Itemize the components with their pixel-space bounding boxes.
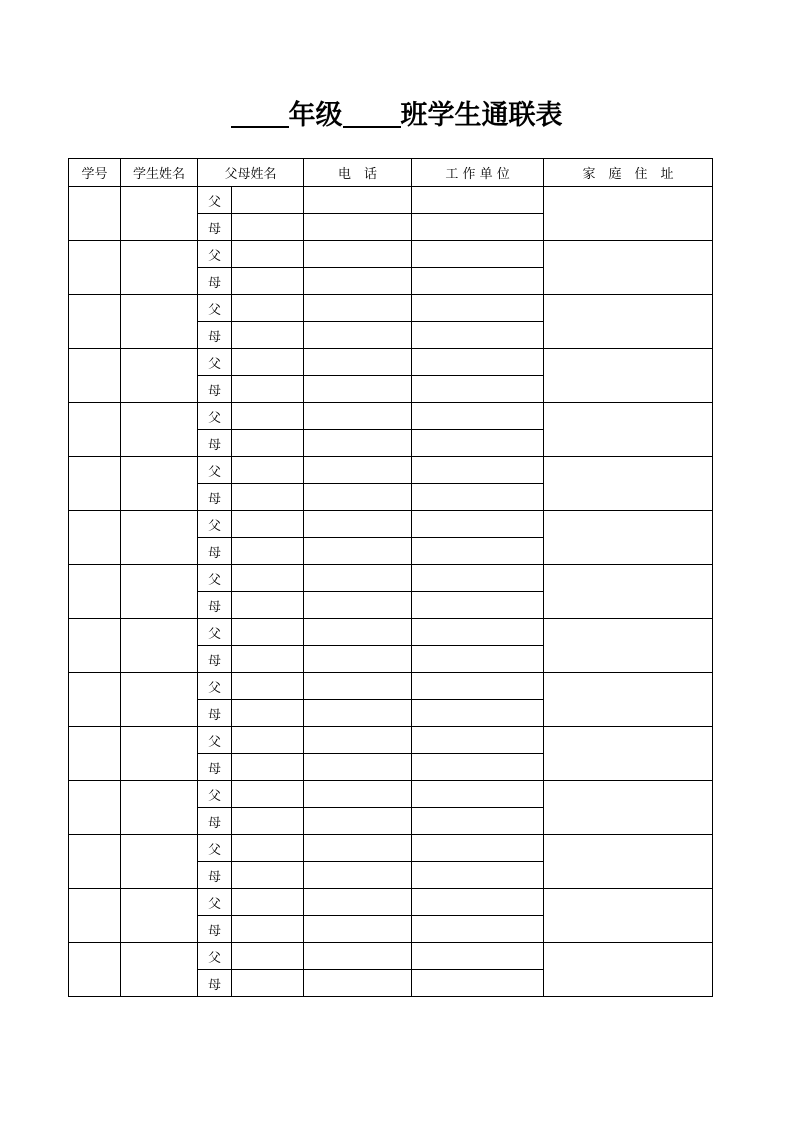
mother-phone-cell[interactable]	[304, 376, 412, 403]
address-cell[interactable]	[544, 673, 713, 727]
student-no-cell[interactable]	[69, 511, 121, 565]
father-work-unit-cell[interactable]	[412, 727, 544, 754]
student-no-cell[interactable]	[69, 781, 121, 835]
mother-phone-cell[interactable]	[304, 700, 412, 727]
father-name-cell[interactable]	[232, 565, 304, 592]
table-row-father	[69, 457, 713, 484]
father-work-unit-cell[interactable]	[412, 403, 544, 430]
mother-label: 母	[198, 754, 232, 781]
mother-phone-cell[interactable]	[304, 754, 412, 781]
father-label: 父	[198, 781, 232, 808]
header-student-no: 学号	[69, 159, 121, 187]
father-phone-cell[interactable]	[304, 673, 412, 700]
father-phone-cell[interactable]	[304, 403, 412, 430]
mother-label: 母	[198, 214, 232, 241]
mother-label: 母	[198, 376, 232, 403]
mother-name-cell[interactable]	[232, 646, 304, 673]
mother-label: 母	[198, 538, 232, 565]
father-work-unit-cell[interactable]	[412, 295, 544, 322]
father-label: 父	[198, 349, 232, 376]
mother-work-unit-cell[interactable]	[412, 916, 544, 943]
address-cell[interactable]	[544, 457, 713, 511]
table-row-father	[69, 673, 713, 700]
mother-work-unit-cell[interactable]	[412, 862, 544, 889]
father-work-unit-cell[interactable]	[412, 511, 544, 538]
address-cell[interactable]	[544, 187, 713, 241]
mother-name-cell[interactable]	[232, 592, 304, 619]
page-title	[0, 96, 793, 136]
student-name-cell[interactable]	[121, 619, 198, 673]
table-row-father	[69, 511, 713, 538]
mother-phone-cell[interactable]	[304, 970, 412, 997]
father-label: 父	[198, 835, 232, 862]
header-work-unit: 工 作 单 位	[412, 159, 544, 187]
mother-name-cell[interactable]	[232, 484, 304, 511]
mother-name-cell[interactable]	[232, 916, 304, 943]
student-no-cell[interactable]	[69, 187, 121, 241]
mother-label: 母	[198, 700, 232, 727]
mother-name-cell[interactable]	[232, 214, 304, 241]
mother-work-unit-cell[interactable]	[412, 214, 544, 241]
student-name-cell[interactable]	[121, 349, 198, 403]
mother-name-cell[interactable]	[232, 430, 304, 457]
table-row-father	[69, 781, 713, 808]
mother-name-cell[interactable]	[232, 862, 304, 889]
header-parent-name: 父母姓名	[198, 159, 304, 187]
father-work-unit-cell[interactable]	[412, 781, 544, 808]
father-label: 父	[198, 511, 232, 538]
student-name-cell[interactable]	[121, 403, 198, 457]
student-name-cell[interactable]	[121, 187, 198, 241]
address-cell[interactable]	[544, 619, 713, 673]
student-no-cell[interactable]	[69, 565, 121, 619]
father-work-unit-cell[interactable]	[412, 889, 544, 916]
address-cell[interactable]	[544, 889, 713, 943]
address-cell[interactable]	[544, 295, 713, 349]
roster-body	[69, 187, 713, 997]
table-row-father	[69, 889, 713, 916]
class-blank[interactable]	[343, 96, 401, 128]
father-name-cell[interactable]	[232, 241, 304, 268]
father-name-cell[interactable]	[232, 673, 304, 700]
father-phone-cell[interactable]	[304, 943, 412, 970]
father-work-unit-cell[interactable]	[412, 673, 544, 700]
mother-name-cell[interactable]	[232, 808, 304, 835]
student-no-cell[interactable]	[69, 619, 121, 673]
father-label: 父	[198, 565, 232, 592]
mother-label: 母	[198, 592, 232, 619]
father-name-cell[interactable]	[232, 295, 304, 322]
table-row-father	[69, 943, 713, 970]
student-no-cell[interactable]	[69, 835, 121, 889]
student-name-cell[interactable]	[121, 835, 198, 889]
address-cell[interactable]	[544, 511, 713, 565]
mother-label: 母	[198, 916, 232, 943]
father-name-cell[interactable]	[232, 511, 304, 538]
mother-work-unit-cell[interactable]	[412, 700, 544, 727]
student-name-cell[interactable]	[121, 295, 198, 349]
mother-phone-cell[interactable]	[304, 592, 412, 619]
address-cell[interactable]	[544, 565, 713, 619]
address-cell[interactable]	[544, 781, 713, 835]
student-no-cell[interactable]	[69, 889, 121, 943]
father-name-cell[interactable]	[232, 457, 304, 484]
address-cell[interactable]	[544, 835, 713, 889]
mother-work-unit-cell[interactable]	[412, 646, 544, 673]
student-no-cell[interactable]	[69, 943, 121, 997]
mother-phone-cell[interactable]	[304, 808, 412, 835]
mother-name-cell[interactable]	[232, 538, 304, 565]
mother-name-cell[interactable]	[232, 700, 304, 727]
mother-work-unit-cell[interactable]	[412, 430, 544, 457]
mother-label: 母	[198, 970, 232, 997]
mother-label: 母	[198, 430, 232, 457]
student-no-cell[interactable]	[69, 727, 121, 781]
address-cell[interactable]	[544, 727, 713, 781]
mother-phone-cell[interactable]	[304, 646, 412, 673]
father-label: 父	[198, 403, 232, 430]
father-label: 父	[198, 457, 232, 484]
father-work-unit-cell[interactable]	[412, 619, 544, 646]
mother-work-unit-cell[interactable]	[412, 484, 544, 511]
father-phone-cell[interactable]	[304, 241, 412, 268]
mother-label: 母	[198, 862, 232, 889]
father-name-cell[interactable]	[232, 781, 304, 808]
father-phone-cell[interactable]	[304, 727, 412, 754]
table-row-father	[69, 565, 713, 592]
header-address: 家 庭 住 址	[544, 159, 713, 187]
student-no-cell[interactable]	[69, 241, 121, 295]
father-phone-cell[interactable]	[304, 781, 412, 808]
table-row-father	[69, 187, 713, 214]
mother-name-cell[interactable]	[232, 376, 304, 403]
mother-phone-cell[interactable]	[304, 538, 412, 565]
father-work-unit-cell[interactable]	[412, 835, 544, 862]
student-no-cell[interactable]	[69, 349, 121, 403]
address-cell[interactable]	[544, 241, 713, 295]
address-cell[interactable]	[544, 943, 713, 997]
father-label: 父	[198, 889, 232, 916]
table-row-father	[69, 619, 713, 646]
table-row-father	[69, 403, 713, 430]
mother-label: 母	[198, 322, 232, 349]
mother-label: 母	[198, 808, 232, 835]
father-work-unit-cell[interactable]	[412, 187, 544, 214]
father-name-cell[interactable]	[232, 727, 304, 754]
mother-label: 母	[198, 484, 232, 511]
father-phone-cell[interactable]	[304, 565, 412, 592]
mother-work-unit-cell[interactable]	[412, 268, 544, 295]
father-label: 父	[198, 619, 232, 646]
mother-work-unit-cell[interactable]	[412, 538, 544, 565]
father-name-cell[interactable]	[232, 619, 304, 646]
mother-label: 母	[198, 268, 232, 295]
student-no-cell[interactable]	[69, 403, 121, 457]
mother-work-unit-cell[interactable]	[412, 970, 544, 997]
father-work-unit-cell[interactable]	[412, 241, 544, 268]
student-name-cell[interactable]	[121, 241, 198, 295]
father-label: 父	[198, 943, 232, 970]
address-cell[interactable]	[544, 349, 713, 403]
father-name-cell[interactable]	[232, 889, 304, 916]
father-name-cell[interactable]	[232, 943, 304, 970]
table-row-father	[69, 835, 713, 862]
mother-work-unit-cell[interactable]	[412, 322, 544, 349]
student-no-cell[interactable]	[69, 295, 121, 349]
student-name-cell[interactable]	[121, 943, 198, 997]
father-phone-cell[interactable]	[304, 457, 412, 484]
father-label: 父	[198, 673, 232, 700]
father-phone-cell[interactable]	[304, 835, 412, 862]
father-name-cell[interactable]	[232, 349, 304, 376]
contact-table	[68, 158, 713, 997]
student-name-cell[interactable]	[121, 889, 198, 943]
father-label: 父	[198, 241, 232, 268]
mother-name-cell[interactable]	[232, 970, 304, 997]
father-work-unit-cell[interactable]	[412, 349, 544, 376]
father-label: 父	[198, 295, 232, 322]
mother-phone-cell[interactable]	[304, 484, 412, 511]
table-row-father	[69, 727, 713, 754]
mother-phone-cell[interactable]	[304, 916, 412, 943]
mother-phone-cell[interactable]	[304, 322, 412, 349]
mother-phone-cell[interactable]	[304, 214, 412, 241]
student-name-cell[interactable]	[121, 565, 198, 619]
table-row-father	[69, 295, 713, 322]
grade-label: 年级	[288, 100, 343, 131]
father-work-unit-cell[interactable]	[412, 565, 544, 592]
father-work-unit-cell[interactable]	[412, 457, 544, 484]
mother-name-cell[interactable]	[232, 268, 304, 295]
father-name-cell[interactable]	[232, 835, 304, 862]
mother-phone-cell[interactable]	[304, 862, 412, 889]
header-student-name: 学生姓名	[121, 159, 198, 187]
father-phone-cell[interactable]	[304, 619, 412, 646]
address-cell[interactable]	[544, 403, 713, 457]
mother-work-unit-cell[interactable]	[412, 754, 544, 781]
father-label: 父	[198, 727, 232, 754]
father-phone-cell[interactable]	[304, 349, 412, 376]
father-phone-cell[interactable]	[304, 511, 412, 538]
header-phone: 电 话	[304, 159, 412, 187]
father-phone-cell[interactable]	[304, 889, 412, 916]
father-name-cell[interactable]	[232, 187, 304, 214]
table-row-father	[69, 349, 713, 376]
father-label: 父	[198, 187, 232, 214]
father-phone-cell[interactable]	[304, 295, 412, 322]
father-work-unit-cell[interactable]	[412, 943, 544, 970]
student-no-cell[interactable]	[69, 673, 121, 727]
mother-name-cell[interactable]	[232, 754, 304, 781]
mother-work-unit-cell[interactable]	[412, 376, 544, 403]
header-row	[69, 159, 713, 187]
mother-label: 母	[198, 646, 232, 673]
student-name-cell[interactable]	[121, 673, 198, 727]
student-name-cell[interactable]	[121, 781, 198, 835]
student-name-cell[interactable]	[121, 727, 198, 781]
mother-work-unit-cell[interactable]	[412, 592, 544, 619]
mother-name-cell[interactable]	[232, 322, 304, 349]
mother-phone-cell[interactable]	[304, 268, 412, 295]
student-name-cell[interactable]	[121, 511, 198, 565]
father-name-cell[interactable]	[232, 403, 304, 430]
mother-phone-cell[interactable]	[304, 430, 412, 457]
class-title-label: 班学生通联表	[400, 100, 563, 131]
father-phone-cell[interactable]	[304, 187, 412, 214]
grade-blank[interactable]	[231, 96, 289, 128]
student-name-cell[interactable]	[121, 457, 198, 511]
student-no-cell[interactable]	[69, 457, 121, 511]
mother-work-unit-cell[interactable]	[412, 808, 544, 835]
table-row-father	[69, 241, 713, 268]
